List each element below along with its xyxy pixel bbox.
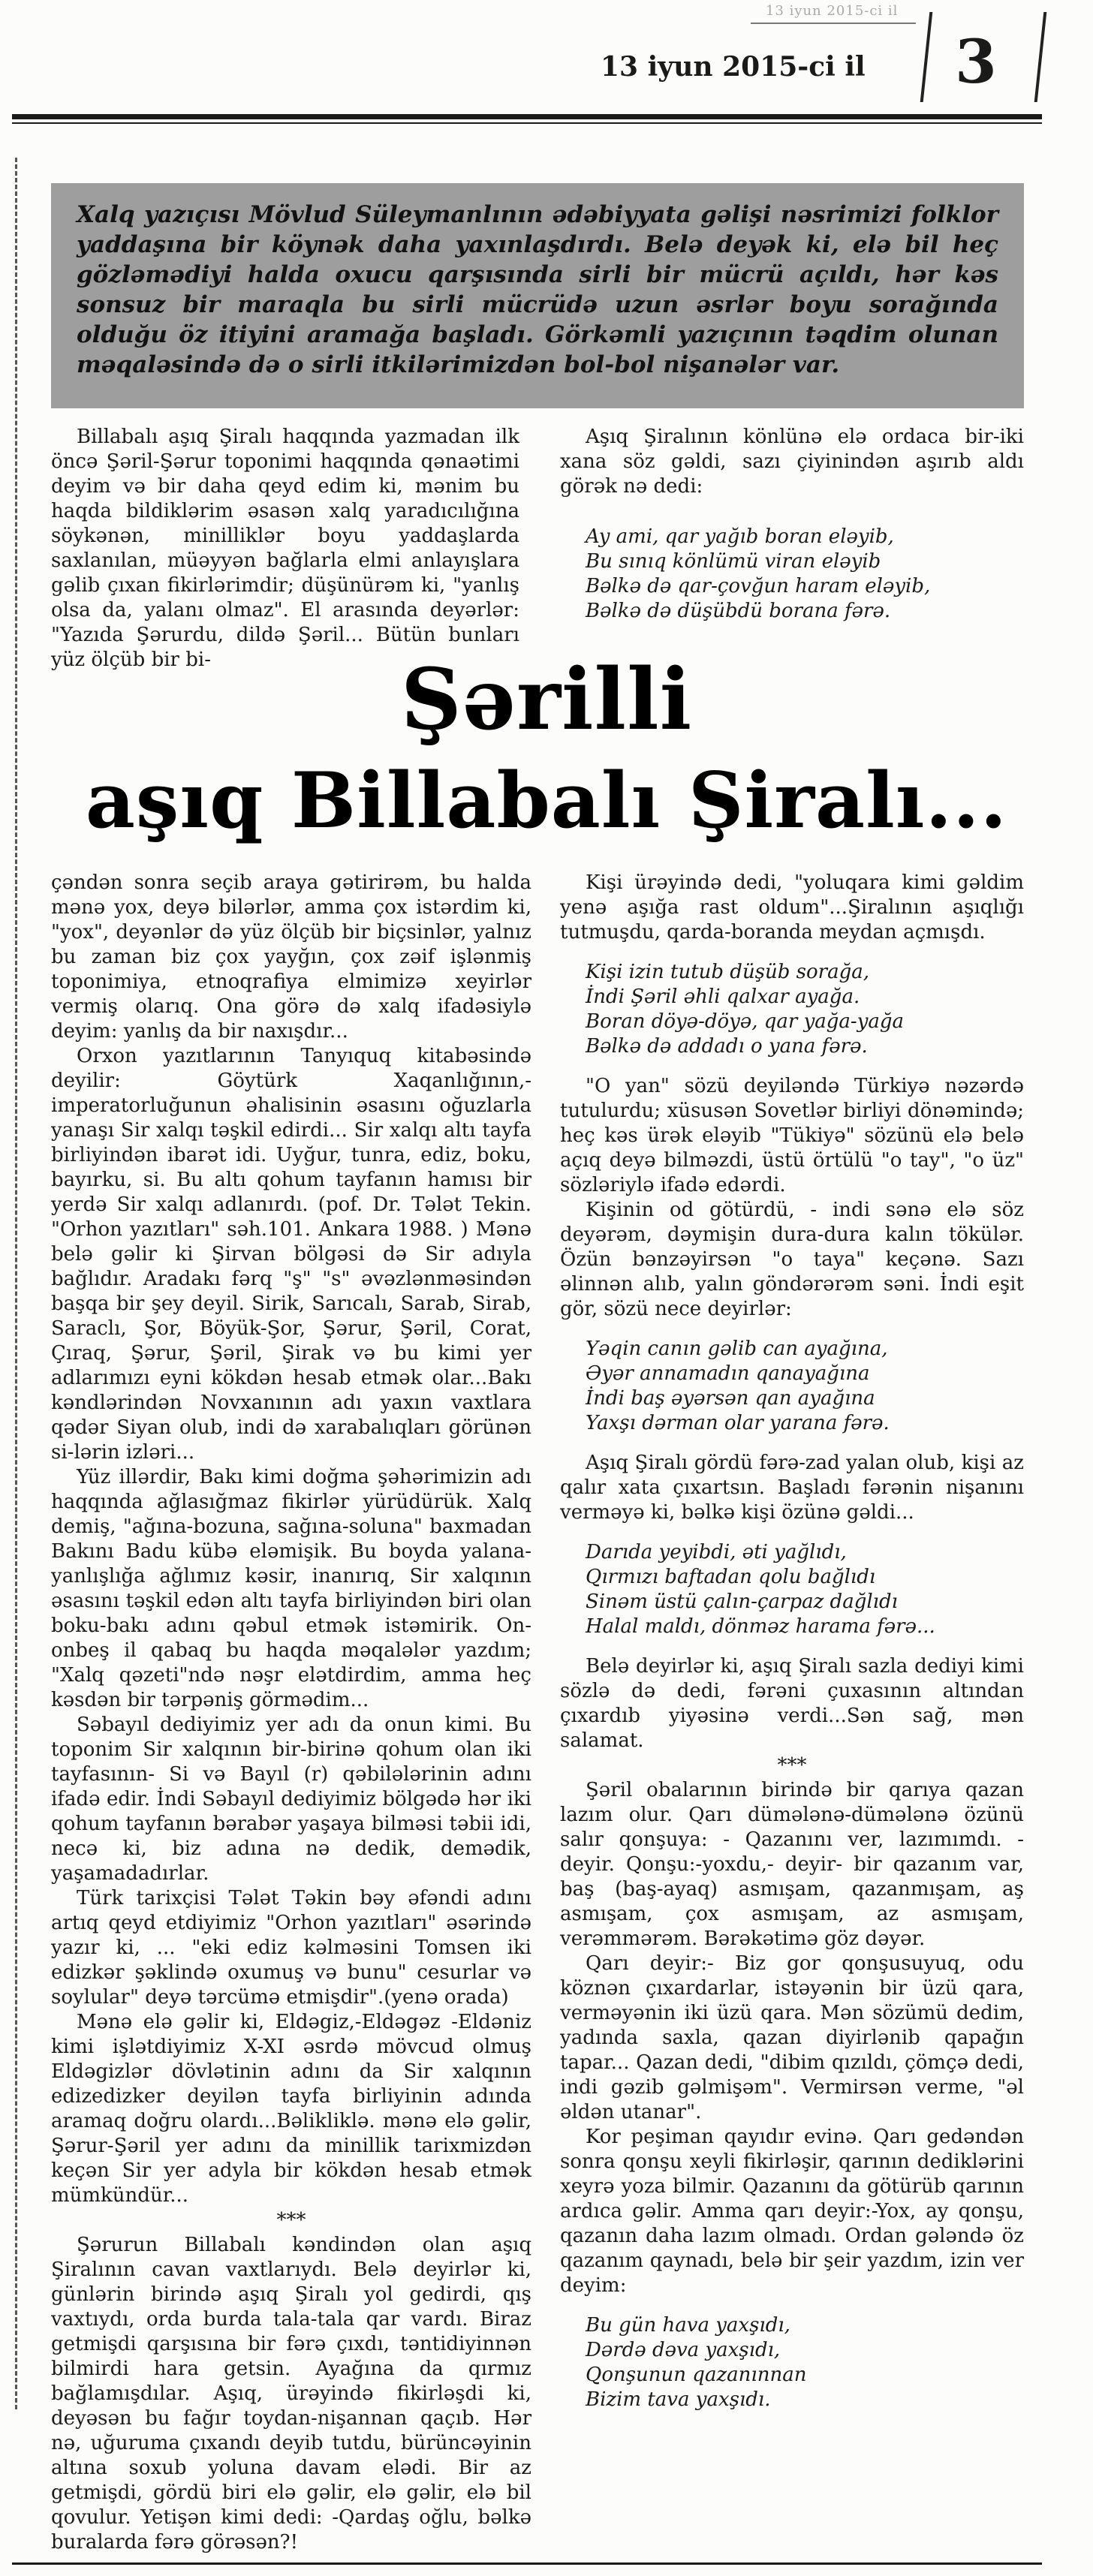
paragraph: Şərurun Billabalı kəndindən olan aşıq Şiralının cavan vaxtlarıydı. Belə deyirlər ki, günlərin birində aşıq Şiralı yol gedirdi, qış vaxtıydı, orda burda tala-tala qar vardı. Biraz getmişdi qarşısına bir fərə çıxdı, təntidiyinnən bilmirdi hara getsin. Ayağına da qırmız bağlamışdılar. Aşıq, ürəyində fikirləşdi ki, deyəsən bu fağır toydan-nişannan qaçıb. Hər nə, uğuruma çıxandı deyib tutdu, bürüncəyinin altına soxub yoluna davam elədi. Bir az getmişdi, gördü biri elə gəlir, elə gəlir, elə bil qovulur. Yetişən kimi dedi: -Qardaş oğlu, bəlkə buralarda fərə görəsən?! bbox=[51, 2234, 531, 2553]
paragraph: Kişinin od götürdü, - indi sənə elə söz deyərəm, dəymişin dura-dura kalın tökülər. Özün bənzəyirsən "o taya" keçənə. Sazı əlinnən alıb, yalın göndərərəm səni. İndi eşit gör, sözü nece deyirlər: bbox=[560, 1199, 1024, 1320]
poem-line: Kişi izin tutub düşüb sorağa, bbox=[586, 961, 870, 983]
paragraph: çəndən sonra seçib araya gətirirəm, bu halda mənə yox, deyə bilərlər, amma çox istərdim ki, "yox", deyənlər də yüz ölçüb bir biçsinlər, yalnız bu zaman biz çox yayğın, çox zəif işlənmiş toponimiya, etnoqrafiya elmimizə xeyirlər vermiş olarıq. Ona görə də xalq ifadəsiylə deyim: yanlış da bir naxışdır... bbox=[51, 871, 531, 1043]
section-separator: *** bbox=[777, 1754, 807, 1777]
paragraph: Yüz illərdir, Bakı kimi doğma şəhərimizin adı haqqında ağlasığmaz fikirlər yürüdürük. Xalq demiş, "ağına-bozuna, sağına-soluna" baxmadan Bakını Badu kübə eləmişik. Bu boyda yalana-yanlışlığa ağlımız kəsir, inanırıq, Sir xalqının əsasını təşkil edən altı tayfa birliyindən biri olan boku-bakı adını qəbul etmək istəmirik. On-onbeş il qabaq bu haqda məqalələr yazdım; "Xalq qəzeti"ndə nəşr elətdirdim, amma heç kəsdən bir tərpəniş görmədim... bbox=[51, 1466, 531, 1711]
paragraph: Kor peşiman qayıdır evinə. Qarı gedəndən sonra qonşu xeyli fikirləşir, qarının dediklərini xeyrə yoza bilmir. Qazanını da götürüb qarının ardıca gəlir. Amma qarı deyir:-Yox, ay qonşu, qazanın daha lazım olmadı. Ordan gələndə öz qazanım qaynadı, belə bir şeir yazdım, izin ver deyim: bbox=[560, 2126, 1024, 2297]
lead-box bbox=[51, 183, 1024, 408]
intro-right-paragraph: Aşıq Şiralının könlünə elə ordaca bir-iki xana söz gəldi, sazı çiyinindən aşırıb aldı görək nə dedi: bbox=[560, 426, 1024, 498]
section-separator: *** bbox=[276, 2209, 306, 2231]
page-number: 3 bbox=[955, 26, 997, 97]
poem-stanza bbox=[586, 1540, 1024, 1639]
poem-line: İndi Şəril əhli qalxar ayağa. bbox=[586, 986, 860, 1008]
poem-stanza bbox=[586, 960, 1024, 1059]
poem-line: Yaxşı dərman olar yarana fərə. bbox=[586, 1412, 890, 1434]
paragraph: "O yan" sözü deyiləndə Türkiyə nəzərdə tutulurdu; xüsusən Sovetlər birliyi dönəmində; heç kəs ürək eləyib "Tükiyə" sözünü elə belə açıq deyə bilməzdi, üstü örtülü "o tay", "o üz" sözləriylə ifadə edərdi. bbox=[560, 1075, 1024, 1196]
poem-stanza bbox=[586, 2313, 1024, 2412]
poem-line: Bəlkə də düşübdü borana fərə. bbox=[586, 600, 891, 622]
paragraph: Mənə elə gəlir ki, Eldəgiz,-Eldəgəz -Eldəniz kimi işlətdiyimiz X-XI əsrdə mövcud olmuş Eldəgizlər dövlətinin adını da Sir xalqının edizedizker deyilən tayfa birliyinin adında aramaq doğru olardı...Bəlikliklə. mənə elə gəlir, Şərur-Şəril yer adını da minillik tarixmizdən keçən Sir yer adyla bir kökdən hesab etmək mümkündür... bbox=[51, 2011, 531, 2207]
paragraph: Türk tarixçisi Tələt Təkin bəy əfəndi adını artıq qeyd etdiyimiz "Orhon yazıtları" əsərində yazır ki, ... "eki ediz kəlməsini Tomsen iki edizkər şəklində oxumuş və bunu" cesurlar və soylular" deyə tərcümə etmişdir".(yenə orada) bbox=[51, 1887, 531, 2009]
paragraph: Orxon yazıtlarının Tanyıquq kitabəsində deyilir: Göytürk Xaqanlığının,- imperatorluğunun əhalisinin əsasını oğuzlarla yanaşı Sir xalqı təşkil edirdi... Sir xalqı altı tayfa birliyindən ibarət idi. Uyğur, tunra, ediz, boku, bayırku, si. Bu altı qohum tayfanın hamısı bir yerdə Sir xalqı adlanırdı. (pof. Dr. Tələt Tekin. "Orhon yazıtları" səh.101. Ankara 1988. ) Mənə belə gəlir ki Şirvan bölgəsi də Sir adıyla bağlıdır. Aradakı fərq "ş" "s" əvəzlənməsindən başqa bir şey deyil. Sirik, Sarıcalı, Sarab, Sirab, Saraclı, Şor, Böyük-Şor, Şərur, Şəril, Corat, Çıraq, Şərur, Şəril, Şirak və bu kimi yer adlarımızı eyni kökdən hesab etmək olar...Bakı kəndlərindən Novxanının adı yaxın vaxtlara qədər Siyan olub, indi də xarabalıqları görünən si-lərin izləri... bbox=[51, 1045, 531, 1464]
poem-stanza bbox=[586, 525, 1024, 624]
paragraph: Səbayıl dediyimiz yer adı da onun kimi. Bu toponim Sir xalqının bir-birinə qohum olan iki tayfasının- Si və Bayıl (r) qəbilələrinin adını ifadə edir. İndi Səbayıl dediyimiz bölgədə hər iki qohum tayfanın bərabər yaşaya bilməsi təbii idi, necə ki, biz adına nə dedik, demədik, yaşamadadırlar. bbox=[51, 1714, 531, 1885]
paragraph: Şəril obalarının birində bir qarıya qazan lazım olur. Qarı dümələnə-dümələnə özünü salır qonşuya: - Qazanını ver, lazımımdı. - deyir. Qonşu:-yoxdu,- deyir- bir qazanım var, baş (baş-ayaq) asmışam, qazanmışam, aş asmışam, çox asmışam, az asmışam, verəmmərəm. Bərəkətimə göz dəyər. bbox=[560, 1779, 1024, 1950]
poem-line: Yəqin canın gəlib can ayağına, bbox=[586, 1338, 888, 1360]
header-rule bbox=[12, 114, 1042, 119]
poem-line: Dərdə dəva yaxşıdı, bbox=[586, 2339, 781, 2361]
poem-line: Əyər annamadın qanayağına bbox=[586, 1362, 870, 1385]
headline-line2: aşıq Billabalı Şiralı... bbox=[85, 756, 1008, 846]
lead-text: Xalq yazıçısı Mövlud Süleymanlının ədəbiyyata gəlişi nəsrimizi folklor yaddaşına bir köynək daha yaxınlaşdırdı. Belə deyək ki, elə bil heç gözləmədiyi halda oxucu qarşısında sirli bir mücrü açıldı, hər kəs sonsuz bir maraqla bu sirli mücrüdə uzun əsrlər boyu sorağında olduğu öz itiyini aramağa başladı. Görkəmli yazıçının təqdim olunan məqaləsində də o sirli itkilərimizdən bol-bol nişanələr var. bbox=[77, 201, 998, 378]
poem-stanza bbox=[586, 1337, 1024, 1436]
poem-line: Qonşunun qazanınnan bbox=[586, 2364, 807, 2386]
issue-date: 13 iyun 2015-ci il bbox=[601, 51, 866, 83]
headline-line1: Şərilli bbox=[400, 651, 693, 749]
intro-paragraph: Billabalı aşıq Şiralı haqqında yazmadan ilk öncə Şəril-Şərur toponimi haqqında qənaətimi deyim və bir daha qeyd edim ki, mənim bu haqda bildiklərim əsasən xalq yaradıcılığına söykənən, minilliklər boyu yaddaşlarda saxlanılan, müəyyən bağlarla elmi anlayışlara gəlib çıxan fikirlərimdir; düşünürəm ki, "yanlış olsa da, yalanı olmaz". El arasında deyərlər: "Yazıda Şərurdu, dildə Şəril... Bütün bunları yüz ölçüb bir bi- bbox=[51, 426, 519, 671]
top-left-column bbox=[51, 425, 519, 673]
poem-line: Bizim tava yaxşıdı. bbox=[586, 2388, 771, 2411]
poem-line: Bəlkə də qar-çovğun haram eləyib, bbox=[586, 575, 931, 597]
right-column bbox=[560, 871, 1024, 2427]
paragraph: Belə deyirlər ki, aşıq Şiralı sazla dediyi kimi sözlə də dedi, fərəni çuxasının altından çıxardıb yiyəsinə verdi...Sən sağ, mən salamat. bbox=[560, 1655, 1024, 1752]
previous-page-date: 13 iyun 2015-ci il bbox=[766, 3, 899, 19]
poem-line: Bu gün hava yaxşıdı, bbox=[586, 2314, 790, 2337]
previous-page-edge bbox=[751, 0, 916, 24]
poem-line: Bəlkə də addadı o yana fərə. bbox=[586, 1035, 868, 1058]
paragraph: Qarı deyir:- Biz gor qonşusuyuq, odu köznən çıxardarlar, istəyənin bir üzü qara, verməyənin iki üzü qara. Mən sözümü dedim, yadında saxla, qazan diyirlənib qapağın tapar... Qazan dedi, "dibim qızıldı, çömçə dedi, indi gəzib gəlmişəm". Vermirsən verme, "əl əldən utanar". bbox=[560, 1952, 1024, 2123]
poem-line: Qırmızı baftadan qolu bağlıdı bbox=[586, 1566, 876, 1588]
poem-line: Boran döyə-döyə, qar yağa-yağa bbox=[586, 1010, 905, 1033]
poem-line: Darıda yeyibdi, əti yağlıdı, bbox=[586, 1541, 847, 1563]
header-rule-thin bbox=[12, 122, 1042, 124]
left-column bbox=[51, 871, 531, 2555]
poem-line: Bu sınıq könlümü viran eləyib bbox=[586, 550, 881, 573]
poem-line: Sinəm üstü çalın-çarpaz dağlıdı bbox=[586, 1590, 898, 1613]
paragraph: Kişi ürəyində dedi, "yoluqara kimi gəldim yenə aşığa rast oldum"...Şiralının aşıqlığı tutmuşdu, qarda-boranda meydan açmışdı. bbox=[560, 871, 1024, 943]
footer-rule bbox=[12, 2562, 1042, 2565]
poem-line: Ay ami, qar yağıb boran eləyib, bbox=[586, 525, 894, 548]
top-right-column bbox=[560, 425, 1024, 639]
cut-line bbox=[15, 158, 17, 2409]
paragraph: Aşıq Şiralı gördü fərə-zad yalan olub, kişi az qalır xata çıxartsın. Başladı fərənin nişanını verməyə ki, bəlkə kişi özünə gəldi... bbox=[560, 1452, 1024, 1524]
poem-line: İndi baş əyərsən qan ayağına bbox=[586, 1387, 875, 1410]
poem-line: Halal maldı, dönməz harama fərə... bbox=[586, 1615, 935, 1638]
